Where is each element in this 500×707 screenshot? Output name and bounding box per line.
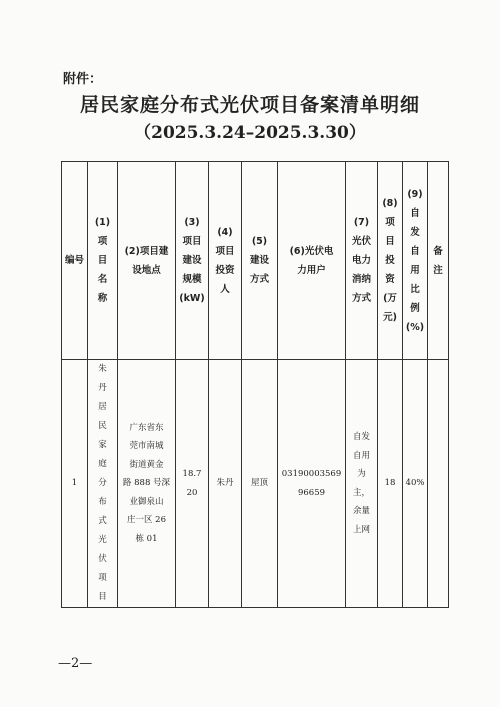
attachment-label: 附件： <box>63 72 103 87</box>
document-title: 居民家庭分布式光伏项目备案清单明细 <box>79 94 420 116</box>
header-project-name: (1) 项 目 名 称 <box>88 162 118 360</box>
header-no: 编号 <box>62 162 88 360</box>
cell-method: 屋顶 <box>242 360 278 608</box>
cell-no: 1 <box>62 360 88 608</box>
header-capacity: (3) 项目 建设 规模 (kW) <box>176 162 209 360</box>
cell-self-use-ratio: 40% <box>403 360 428 608</box>
cell-location: 广东省东 莞市南城 街道黄金 路 888 号深 业御泉山 庄一区 26 栋 01 <box>118 360 176 608</box>
table-header-row <box>62 162 449 360</box>
cell-investment: 18 <box>378 360 403 608</box>
page-number: —2— <box>58 656 93 671</box>
cell-pv-user: 03190003569 96659 <box>278 360 346 608</box>
table-row <box>62 360 449 608</box>
header-method: (5) 建设 方式 <box>242 162 278 360</box>
cell-capacity: 18.7 20 <box>176 360 209 608</box>
cell-investor: 朱丹 <box>209 360 242 608</box>
date-range-subtitle: （2025.3.24–2025.3.30） <box>134 123 366 143</box>
header-consumption: (7) 光伏 电力 消纳 方式 <box>346 162 378 360</box>
cell-remark <box>428 360 449 608</box>
cell-project-name <box>88 360 118 608</box>
header-investor: (4) 项目 投资 人 <box>209 162 242 360</box>
cell-consumption: 自发 自用 为 主， 余量 上网 <box>346 360 378 608</box>
header-self-use-ratio: (9) 自 发 自 用 比 例 (%) <box>403 162 428 360</box>
header-remark: 备 注 <box>428 162 449 360</box>
header-pv-user: (6)光伏电 力用户 <box>278 162 346 360</box>
header-location: (2)项目建 设地点 <box>118 162 176 360</box>
filing-table <box>61 161 449 608</box>
header-investment: (8) 项 目 投 资 (万 元) <box>378 162 403 360</box>
project-name-text: 朱丹居民家庭分布式光伏项目 <box>98 364 107 602</box>
